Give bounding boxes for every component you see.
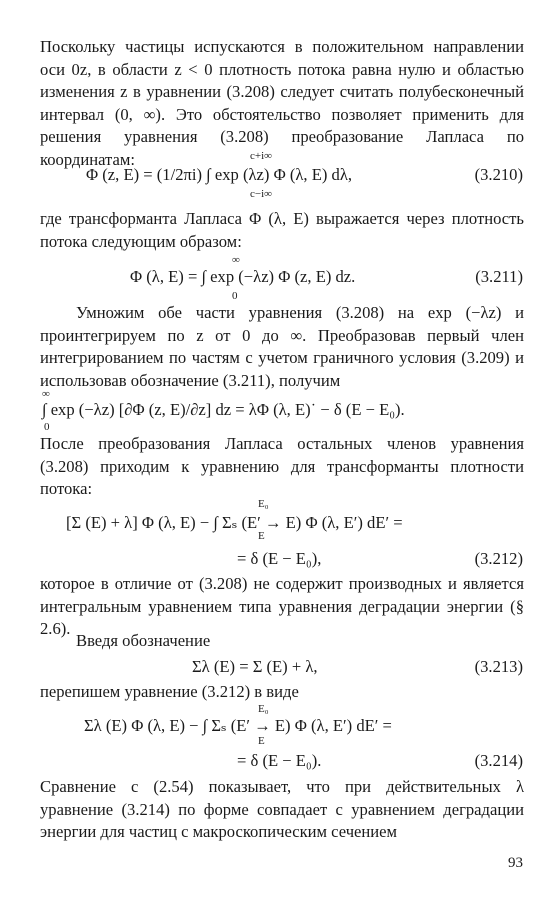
eq-3212-line1: [Σ (E) + λ] Φ (λ, E) − ∫ Σₛ (E′ → E) Φ (λ, E′) dE′ = [66,513,403,532]
eq-3211-lower-limit: 0 [232,290,238,302]
eq-3210: Φ (z, E) = (1/2πi) ∫ exp (λz) Φ (λ, E) dλ, [86,165,353,184]
eq-3212-number: (3.212) [474,549,523,568]
eq-3214-upper-limit: E₀ [258,703,269,715]
page-number: 93 [508,855,523,871]
eq-3210-number: (3.210) [474,165,523,184]
paragraph-1: Поскольку частицы испускаются в положительном направлении оси 0z, в области z < 0 плотность потока равна нулю и областью изменения z в уравнении (3.208) следует считать полубесконечный интервал (0, ∞). Это обстоятельство позволяет применить для решения уравнения (3.208) преобразование Лапласа по координатам: [40,37,524,169]
eq-3214-line1: Σλ (E) Φ (λ, E) − ∫ Σₛ (E′ → E) Φ (λ, E′) dE′ = [84,716,392,735]
eq-3213: Σλ (E) = Σ (E) + λ, [192,657,318,676]
eq-3210-upper-limit: c+i∞ [250,150,272,162]
eq-3212-lower-limit: E [258,530,265,542]
eq-3211-upper-limit: ∞ [232,254,240,266]
eq-3212-line2: = δ (E − E₀), [237,549,322,568]
eq-3212-upper-limit: E₀ [258,498,269,510]
paragraph-2: где трансформанта Лапласа Φ (λ, E) выражается через плотность потока следующим образом: [40,209,524,251]
paragraph-4: После преобразования Лапласа остальных членов уравнения (3.208) приходим к уравнению для трансформанты плотности потока: [40,434,524,498]
paragraph-6: Введя обозначение [76,631,211,650]
eq-3210-lower-limit: c−i∞ [250,188,272,200]
eq-3214-line2: = δ (E − E₀). [237,751,322,770]
paragraph-3: Умножим обе части уравнения (3.208) на exp (−λz) и проинтегрируем по z от 0 до ∞. Преобразовав первый член интегрированием по частям с учетом граничного условия (3.209) и использовав обозначение (3.211), получим [40,303,524,390]
eq-3213-number: (3.213) [474,657,523,676]
eq-3211-number: (3.211) [475,267,523,286]
paragraph-7: перепишем уравнение (3.212) в виде [40,682,299,701]
eq-3214-lower-limit: E [258,735,265,747]
eq-3214-number: (3.214) [474,751,523,770]
eq-3211: Φ (λ, E) = ∫ exp (−λz) Φ (z, E) dz. [130,267,356,286]
eq-unnumbered-upper-limit: ∞ [42,388,50,400]
eq-unnumbered-lower-limit: 0 [44,421,50,433]
paragraph-5: которое в отличие от (3.208) не содержит производных и является интегральным уравнением типа уравнения деградации энергии (§ 2.6). [40,574,524,638]
eq-unnumbered: ∫ exp (−λz) [∂Φ (z, E)/∂z] dz = λΦ (λ, E)˙ − δ (E − E₀). [42,400,405,419]
paragraph-8: Сравнение с (2.54) показывает, что при действительных λ уравнение (3.214) по форме совпадает с уравнением деградации энергии для частиц с макроскопическим сечением [40,777,524,841]
